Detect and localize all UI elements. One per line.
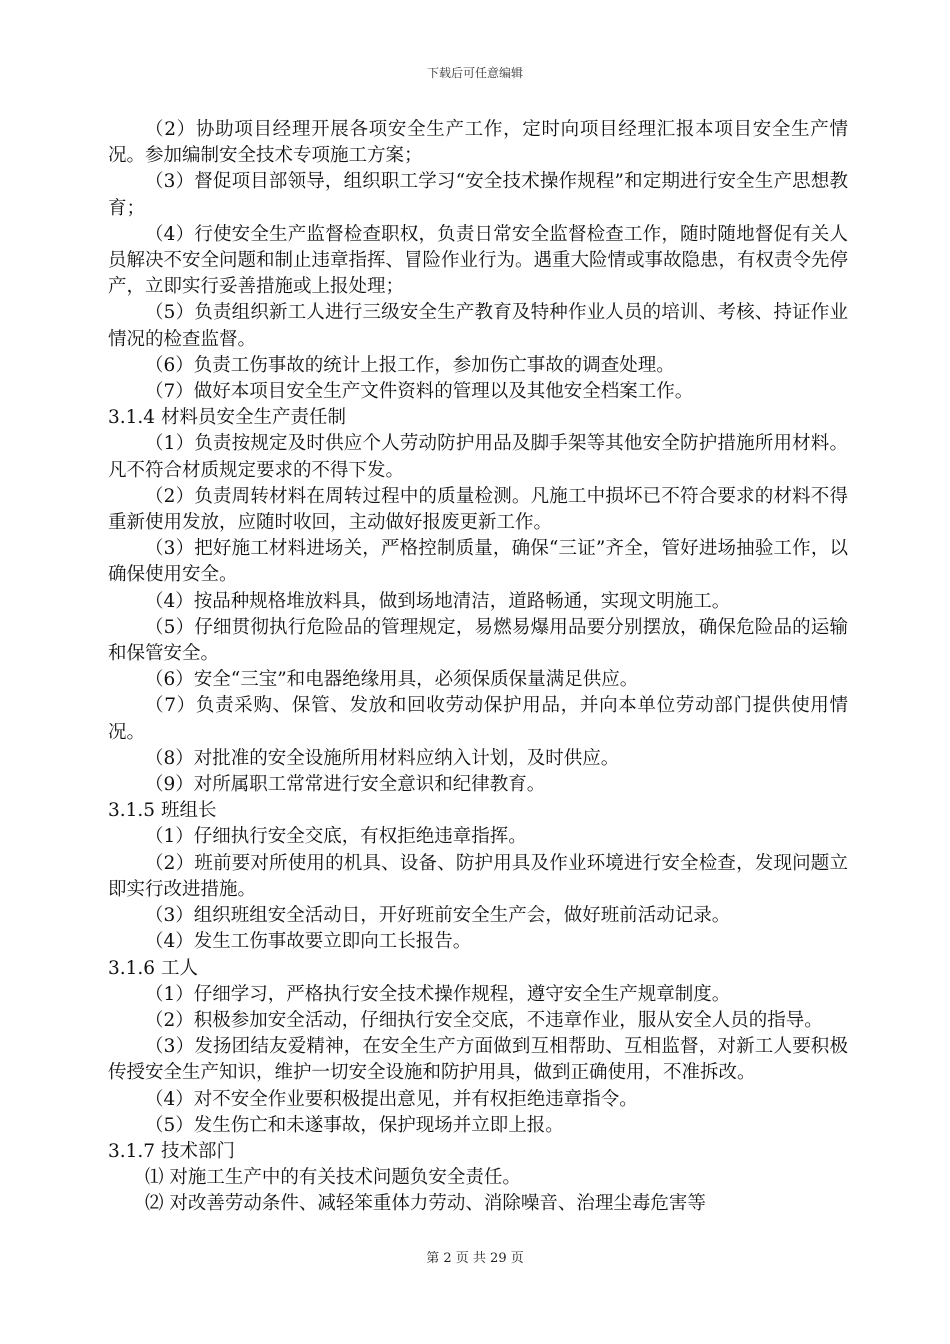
paragraph: （4）按品种规格堆放料具，做到场地清洁，道路畅通，实现文明施工。 xyxy=(145,590,731,612)
document-body xyxy=(108,117,848,1218)
page-footer: 第 2 页 共 29 页 xyxy=(426,1251,524,1266)
paragraph: （1）仔细执行安全交底，有权拒绝违章指挥。 xyxy=(145,826,527,848)
section-heading: 3.1.4 材料员安全生产责任制 xyxy=(108,407,346,429)
paragraph: （2）班前要对所使用的机具、设备、防护用具及作业环境进行安全检查，发现问题立即实行改进措施。 xyxy=(108,852,848,900)
page-header-note: 下载后可任意编辑 xyxy=(426,66,523,80)
paragraph: （3）督促项目部领导，组织职工学习“安全技术操作规程”和定期进行安全生产思想教育； xyxy=(108,171,848,219)
paragraph: （8）对批准的安全设施所用材料应纳入计划，及时供应。 xyxy=(145,747,620,769)
paragraph: （7）做好本项目安全生产文件资料的管理以及其他安全档案工作。 xyxy=(145,381,694,403)
paragraph: （2）协助项目经理开展各项安全生产工作，定时向项目经理汇报本项目安全生产情况。参加编制安全技术专项施工方案； xyxy=(108,119,848,167)
paragraph: （9）对所属职工常常进行安全意识和纪律教育。 xyxy=(145,774,546,796)
paragraph: （3）发扬团结友爱精神，在安全生产方面做到互相帮助、互相监督，对新工人要积极传授安全生产知识，维护一切安全设施和防护用具，做到正确使用，不准拆改。 xyxy=(108,1036,848,1084)
paragraph: ⑵ 对改善劳动条件、减轻笨重体力劳动、消除噪音、治理尘毒危害等 xyxy=(145,1193,706,1215)
paragraph: （7）负责采购、保管、发放和回收劳动保护用品，并向本单位劳动部门提供使用情况。 xyxy=(108,695,848,743)
paragraph: （4）发生工伤事故要立即向工长报告。 xyxy=(145,931,472,953)
paragraph: （4）行使安全生产监督检查职权，负责日常安全监督检查工作，随时随地督促有关人员解决不安全问题和制止违章指挥、冒险作业行为。遇重大险情或事故隐患，有权责令先停产，立即实行妥善措施或上报处理； xyxy=(108,223,849,298)
paragraph: （5）发生伤亡和未遂事故，保护现场并立即上报。 xyxy=(145,1114,564,1136)
paragraph: （5）负责组织新工人进行三级安全生产教育及特种作业人员的培训、考核、持证作业情况的检查监督。 xyxy=(108,302,848,350)
section-heading: 3.1.7 技术部门 xyxy=(108,1140,235,1162)
paragraph: （1）仔细学习，严格执行安全技术操作规程，遵守安全生产规章制度。 xyxy=(145,983,731,1005)
paragraph: （5）仔细贯彻执行危险品的管理规定，易燃易爆用品要分别摆放，确保危险品的运输和保管安全。 xyxy=(108,616,848,665)
section-heading: 3.1.5 班组长 xyxy=(108,800,217,822)
paragraph: （1）负责按规定及时供应个人劳动防护用品及脚手架等其他安全防护措施所用材料。凡不符合材质规定要求的不得下发。 xyxy=(108,433,848,481)
paragraph: （3）组织班组安全活动日，开好班前安全生产会，做好班前活动记录。 xyxy=(145,905,731,927)
paragraph: ⑴ 对施工生产中的有关技术问题负安全责任。 xyxy=(145,1167,521,1189)
paragraph: （6）安全“三宝”和电器绝缘用具，必须保质保量满足供应。 xyxy=(145,669,639,691)
section-heading: 3.1.6 工人 xyxy=(108,957,198,979)
paragraph: （3）把好施工材料进场关，严格控制质量，确保“三证”齐全，管好进场抽验工作，以确保使用安全。 xyxy=(108,538,848,586)
paragraph: （2）积极参加安全活动，仔细执行安全交底，不违章作业，服从安全人员的指导。 xyxy=(145,1009,823,1031)
paragraph: （6）负责工伤事故的统计上报工作，参加伤亡事故的调查处理。 xyxy=(145,354,675,376)
paragraph: （2）负责周转材料在周转过程中的质量检测。凡施工中损坏已不符合要求的材料不得重新使用发放，应随时收回，主动做好报废更新工作。 xyxy=(108,485,848,534)
paragraph: （4）对不安全作业要积极提出意见，并有权拒绝违章指令。 xyxy=(145,1088,638,1110)
